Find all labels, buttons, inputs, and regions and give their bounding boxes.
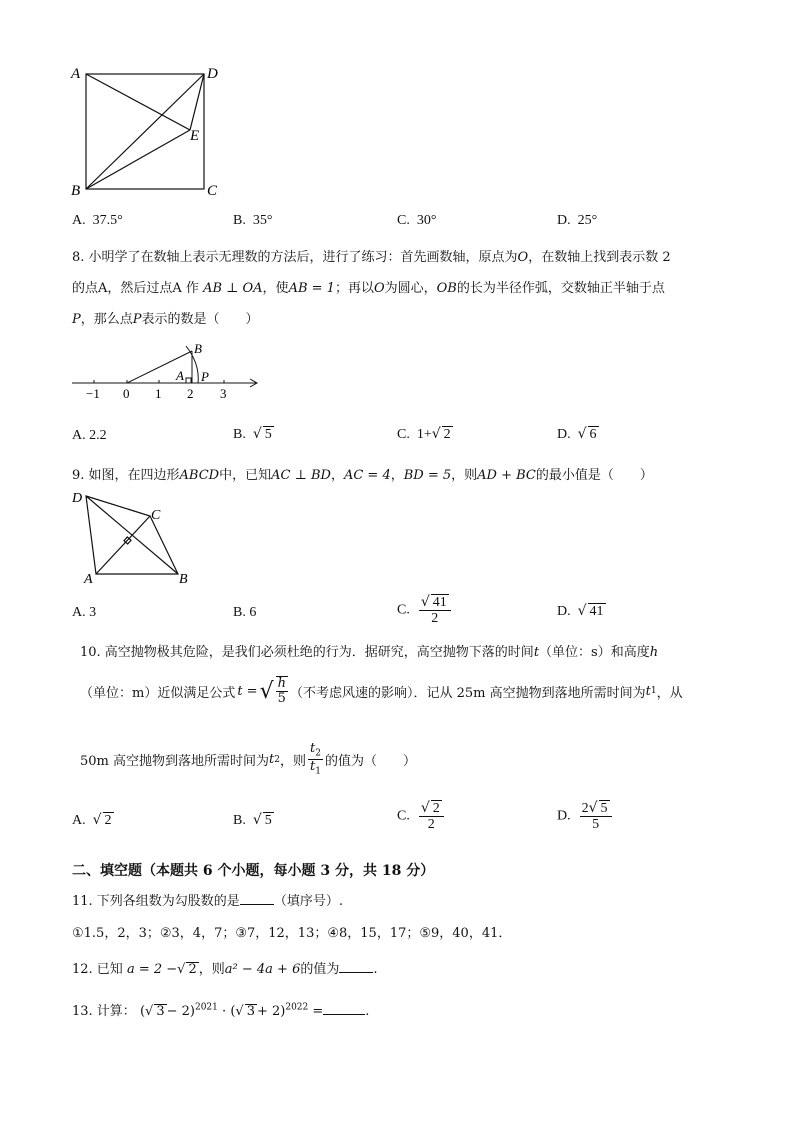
tick-label: 3 xyxy=(220,386,227,401)
point-label-e: E xyxy=(190,128,200,144)
q13-stem: 13. 计算： (√ 3 − 2)$^{2021}$ · (√ 3 + 2)$^{2022}$ = . xyxy=(72,1002,370,1019)
q9-option-a: A. 3 xyxy=(72,605,97,620)
answer-blank[interactable] xyxy=(240,892,274,905)
q10-option-a: A. √ 2 xyxy=(72,812,112,828)
label-a: A xyxy=(176,368,184,383)
q12-stem: 12. 已知 a = 2 −√ 2 ，则a² − 4a + 6的值为 . xyxy=(72,962,378,977)
tick-label: −1 xyxy=(86,386,100,401)
q9-option-b: B. 6 xyxy=(233,605,257,620)
q9-stem: 9. 如图，在四边形ABCD中，已知AC ⊥ BD，AC = 4，BD = 5，则AD + BC的最小值是（ ） xyxy=(72,468,653,483)
q11-stem: 11. 下列各组数为勾股数的是 （填序号）. xyxy=(72,894,343,909)
q7-option-b: B. 35° xyxy=(233,213,273,228)
q8-line1: 8. 小明学了在数轴上表示无理数的方法后，进行了练习：首先画数轴，原点为O，在数轴上找到表示数 2 xyxy=(72,250,671,265)
q9-option-d: D. √ 41 xyxy=(557,603,604,619)
tick-label: 1 xyxy=(155,386,162,401)
figure-square-abcd xyxy=(66,62,236,202)
q10-line3: 50m 高空抛物到落地所需时间为 t 2 ，则 $\frac{t_2}{t_1}$ 的值为（ ） xyxy=(80,741,416,778)
point-label-d: D xyxy=(207,66,218,82)
q8-option-c: C. 1+√ 2 xyxy=(397,426,451,442)
q8-line2: 的点A，然后过点A 作 AB ⊥ OA，使AB = 1；再以O为圆心，OB的长为半径作弧，交数轴正半轴于点 xyxy=(72,281,665,296)
figure-number-line xyxy=(66,338,266,404)
q8-option-d: D. √ 6 xyxy=(557,426,597,442)
q10-line2: （单位：m）近似满足公式 t = √ $\frac{h}{5}$ （不考虑风速的影响）．记从 25m 高空抛物到落地所需时间为 t 1 ，从 xyxy=(80,676,683,707)
q8-option-a: A. 2.2 xyxy=(72,428,107,443)
section-title: 二、填空题（本题共 6 个小题，每小题 3 分，共 18 分） xyxy=(72,863,435,879)
answer-blank[interactable] xyxy=(323,1002,365,1015)
q10-option-b: B. √ 5 xyxy=(233,812,272,828)
label-d: D xyxy=(72,491,83,506)
q10-line1: 10. 高空抛物极其危险，是我们必须杜绝的行为．据研究，高空抛物下落的时间t（单位：s）和高度h xyxy=(80,645,659,660)
q8-line3: P，那么点P表示的数是（ ） xyxy=(72,312,259,327)
point-label-c: C xyxy=(207,183,218,199)
q7-option-c: C. 30° xyxy=(397,213,437,228)
q7-option-d: D. 25° xyxy=(557,213,598,228)
figure-quadrilateral xyxy=(66,486,206,590)
label-b: B xyxy=(194,341,202,356)
label-c: C xyxy=(151,508,161,523)
tick-label: 2 xyxy=(187,386,194,401)
answer-blank[interactable] xyxy=(339,960,373,973)
tick-label: 0 xyxy=(123,386,130,401)
q10-option-c: C. $\frac{√ 2}{2}$ xyxy=(397,800,446,833)
label-p: P xyxy=(201,369,209,384)
q8-option-b: B. √ 5 xyxy=(233,426,272,442)
q10-option-d: D. $\frac{2√ 5}{5}$ xyxy=(557,800,614,833)
q11-items: ①1.5，2，3；②3，4，7；③7，12，13；④8，15，17；⑤9，40，41． xyxy=(72,926,512,941)
point-label-b: B xyxy=(71,183,81,199)
q7-option-a: A. 37.5° xyxy=(72,213,123,228)
q9-option-c: C. $\frac{√ 41}{2}$ xyxy=(397,594,453,627)
label-b: B xyxy=(179,572,188,587)
label-a: A xyxy=(84,572,93,587)
point-label-a: A xyxy=(71,66,81,82)
